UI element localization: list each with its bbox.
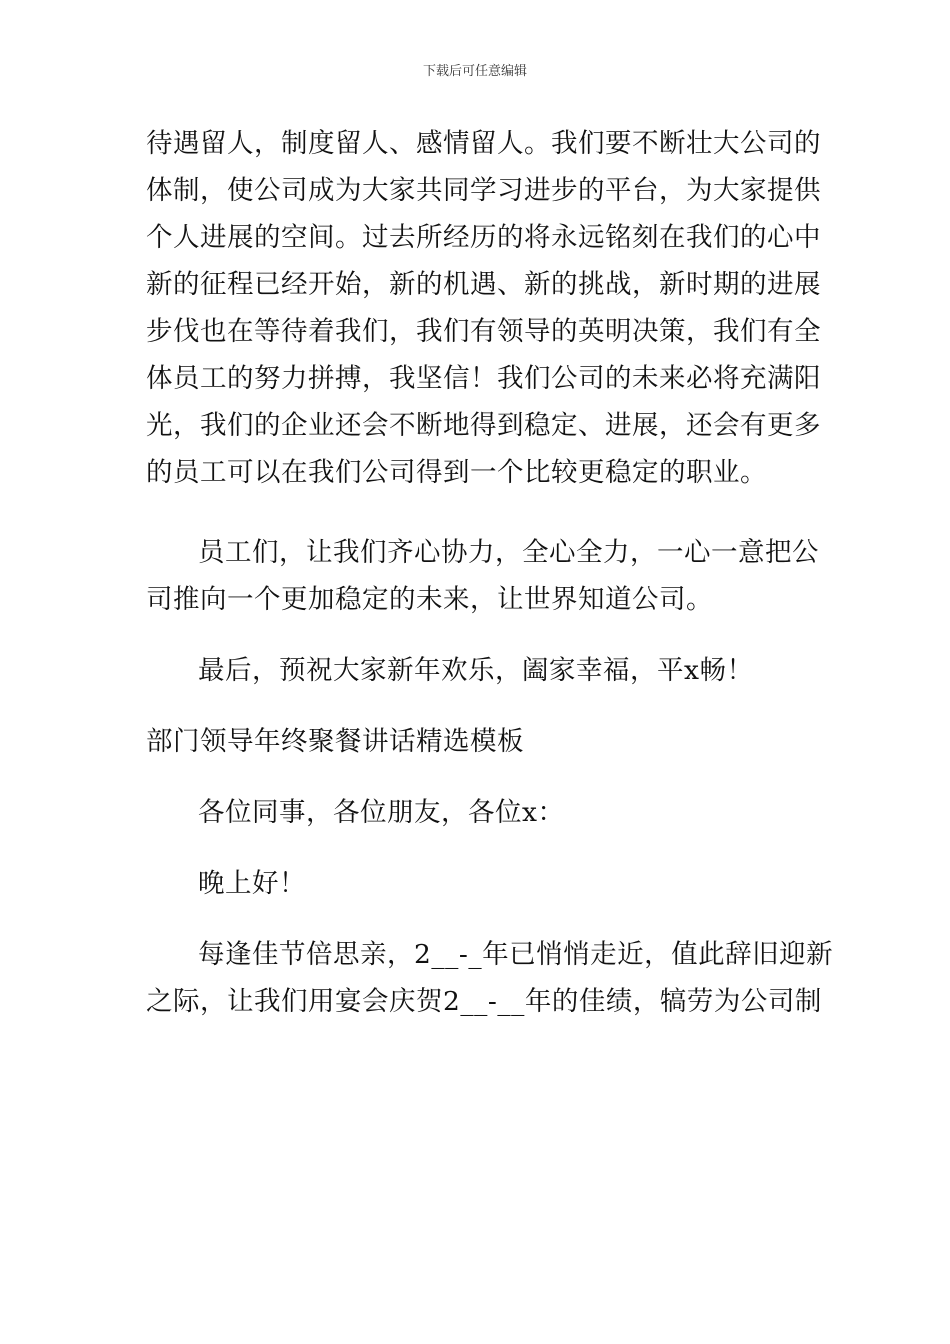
section-title: 部门领导年终聚餐讲话精选模板	[146, 726, 524, 757]
paragraph-line: 个人进展的空间。过去所经历的将永远铭刻在我们的心中	[146, 222, 821, 253]
paragraph-line: 待遇留人，制度留人、感情留人。我们要不断壮大公司的	[146, 128, 821, 159]
paragraph-line: 新的征程已经开始，新的机遇、新的挑战，新时期的进展	[146, 269, 821, 300]
paragraph-line: 体制，使公司成为大家共同学习进步的平台，为大家提供	[146, 175, 821, 206]
paragraph-line: 每逢佳节倍思亲，2__-_年已悄悄走近，值此辞旧迎新	[198, 939, 834, 970]
paragraph-line: 光，我们的企业还会不断地得到稳定、进展，还会有更多	[146, 410, 821, 441]
page-header: 下载后可任意编辑	[422, 64, 527, 79]
paragraph-line: 的员工可以在我们公司得到一个比较更稳定的职业。	[146, 457, 767, 488]
paragraph-line: 步伐也在等待着我们，我们有领导的英明决策，我们有全	[146, 316, 821, 347]
paragraph-line: 最后，预祝大家新年欢乐，阖家幸福，平x畅！	[198, 655, 754, 686]
paragraph-line: 司推向一个更加稳定的未来，让世界知道公司。	[146, 584, 713, 615]
paragraph-line: 体员工的努力拼搏，我坚信！我们公司的未来必将充满阳	[146, 363, 821, 394]
document-body	[146, 126, 834, 1031]
paragraph-line: 之际，让我们用宴会庆贺2__-__年的佳绩，犒劳为公司制	[146, 986, 822, 1017]
greeting-line: 各位同事，各位朋友，各位x：	[198, 797, 565, 828]
greeting-line: 晚上好！	[198, 868, 306, 899]
paragraph-line: 员工们，让我们齐心协力，全心全力，一心一意把公	[198, 537, 819, 568]
